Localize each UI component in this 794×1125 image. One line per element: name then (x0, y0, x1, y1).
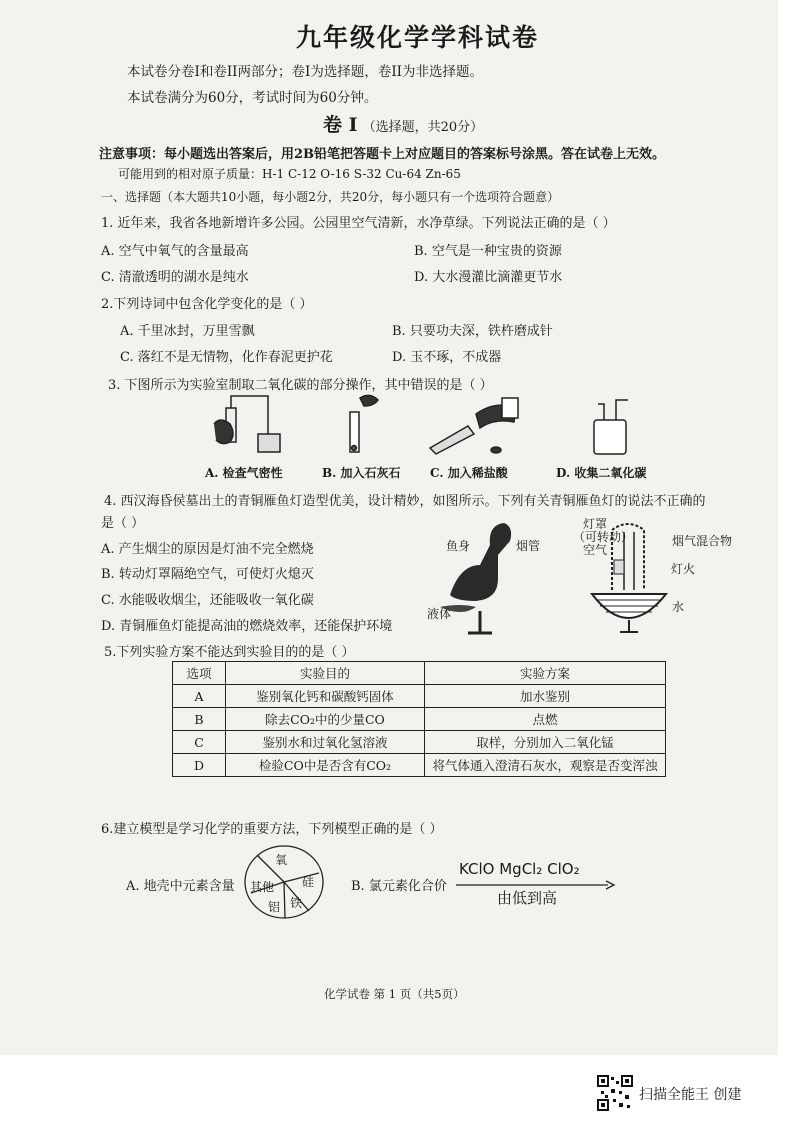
q1-option-d: D. 大水漫灌比滴灌更节水 (414, 270, 563, 285)
q4-option-a: A. 产生烟尘的原因是灯油不完全燃烧 (101, 542, 314, 557)
q4-stem-line-2: 是（ ） (101, 516, 145, 531)
label-smoke-pipe: 烟管 (516, 539, 541, 553)
table-row (173, 685, 666, 708)
chlorine-formulas: KClO MgCl₂ ClO₂ (459, 860, 580, 878)
atomic-masses: 可能用到的相对原子质量：H-1 C-12 O-16 S-32 Cu-64 Zn-65 (118, 167, 461, 181)
section-heading (323, 110, 483, 137)
q2-stem: 2.下列诗词中包含化学变化的是（ ） (101, 297, 313, 312)
q2-option-d: D. 玉不琢，不成器 (392, 350, 502, 365)
q1-stem: 1. 近年来，我省各地新增许多公园。公园里空气清新，水净草绿。下列说法正确的是（ ） (101, 216, 616, 231)
q2-option-a: A. 千里冰封，万里雪飘 (120, 324, 255, 339)
q3-label-b: B. 加入石灰石 (322, 466, 401, 480)
label-smoke-mixture: 烟气混合物 (672, 534, 733, 548)
label-rotatable: （可转动） (573, 530, 634, 544)
q6-option-b: B. 氯元素化合价 (351, 879, 447, 894)
label-liquid: 液体 (427, 607, 452, 621)
cell-purpose: 鉴别氧化钙和碳酸钙固体 (226, 685, 425, 708)
pie-label-aluminum: 铝 (268, 900, 281, 914)
cell-purpose: 除去CO₂中的少量CO (226, 708, 425, 731)
label-lamp-fire: 灯火 (671, 562, 696, 576)
header-plan: 实验方案 (425, 662, 666, 685)
pie-label-iron: 铁 (290, 896, 303, 910)
label-air: 空气 (583, 543, 608, 557)
qr-code-icon (597, 1075, 633, 1111)
pie-label-oxygen: 氧 (275, 853, 288, 867)
header-option: 选项 (173, 662, 226, 685)
q3-figure (200, 390, 640, 462)
section-title: 卷 I (323, 114, 358, 136)
q2-option-b: B. 只要功夫深，铁杵磨成针 (392, 324, 553, 339)
intro-line-2: 本试卷满分为60分，考试时间为60分钟。 (127, 90, 378, 106)
cell-purpose: 鉴别水和过氧化氢溶液 (226, 731, 425, 754)
scanner-brand: 扫描全能王 创建 (639, 1087, 742, 1103)
cell-option: C (173, 731, 226, 754)
q4-option-c: C. 水能吸收烟尘，还能吸收一氧化碳 (101, 593, 314, 608)
label-water: 水 (672, 600, 685, 614)
table-row (173, 754, 666, 777)
tube-figure-b (350, 395, 378, 452)
cell-plan: 将气体通入澄清石灰水，观察是否变浑浊 (425, 754, 666, 777)
q3-label-a: A. 检查气密性 (205, 466, 283, 480)
q3-label-d: D. 收集二氧化碳 (556, 466, 647, 480)
q1-option-b: B. 空气是一种宝贵的资源 (414, 244, 562, 259)
q4-stem-line-1: 4. 西汉海昏侯墓出土的青铜雁鱼灯造型优美，设计精妙，如图所示。下列有关青铜雁鱼灯的说法不正确的 (104, 494, 706, 509)
intro-line-1: 本试卷分卷I和卷II两部分；卷I为选择题，卷II为非选择题。 (127, 64, 483, 80)
notice: 注意事项：每小题选出答案后，用2B铅笔把答题卡上对应题目的答案标号涂黑。答在试卷上无效。 (99, 147, 666, 162)
section-subtitle: （选择题，共20分） (362, 120, 484, 135)
cell-plan: 点燃 (425, 708, 666, 731)
arrow-caption: 由低到高 (497, 889, 558, 907)
q1-option-a: A. 空气中氧气的含量最高 (101, 244, 249, 259)
cell-plan: 取样，分别加入二氧化锰 (425, 731, 666, 754)
q3-label-c: C. 加入稀盐酸 (430, 466, 508, 480)
cell-purpose: 检验CO中是否含有CO₂ (226, 754, 425, 777)
page-footer: 化学试卷 第 1 页（共5页） (324, 987, 465, 1001)
label-fish-body: 鱼身 (446, 539, 471, 553)
q6-option-a: A. 地壳中元素含量 (126, 879, 235, 894)
exam-title: 九年级化学学科试卷 (296, 23, 540, 52)
q3-stem: 3. 下图所示为实验室制取二氧化碳的部分操作，其中错误的是（ ） (108, 378, 493, 393)
pour-figure-c (430, 398, 518, 454)
cell-option: B (173, 708, 226, 731)
table-row (173, 731, 666, 754)
q2-option-c: C. 落红不是无情物，化作春泥更护花 (120, 350, 333, 365)
cell-option: D (173, 754, 226, 777)
q4-option-b: B. 转动灯罩隔绝空气，可使灯火熄灭 (101, 567, 314, 582)
cell-plan: 加水鉴别 (425, 685, 666, 708)
q5-stem: 5.下列实验方案不能达到实验目的的是（ ） (104, 645, 355, 660)
cell-option: A (173, 685, 226, 708)
part-heading: 一、选择题（本大题共10小题，每小题2分，共20分，每小题只有一个选项符合题意） (101, 190, 560, 204)
q5-options-table (172, 661, 666, 777)
q1-option-c: C. 清澈透明的湖水是纯水 (101, 270, 249, 285)
header-purpose: 实验目的 (226, 662, 425, 685)
q6-stem: 6.建立模型是学习化学的重要方法，下列模型正确的是（ ） (101, 822, 443, 837)
table-row (173, 708, 666, 731)
bottle-figure-d (594, 400, 628, 454)
label-lamp-shade: 灯罩 (583, 517, 608, 531)
flask-tube-figure-a (214, 396, 280, 452)
q4-option-d: D. 青铜雁鱼灯能提高油的燃烧效率，还能保护环境 (101, 619, 393, 634)
table-header-row (173, 662, 666, 685)
pie-label-other: 其他 (250, 880, 275, 894)
pie-label-silicon: 硅 (302, 875, 315, 889)
